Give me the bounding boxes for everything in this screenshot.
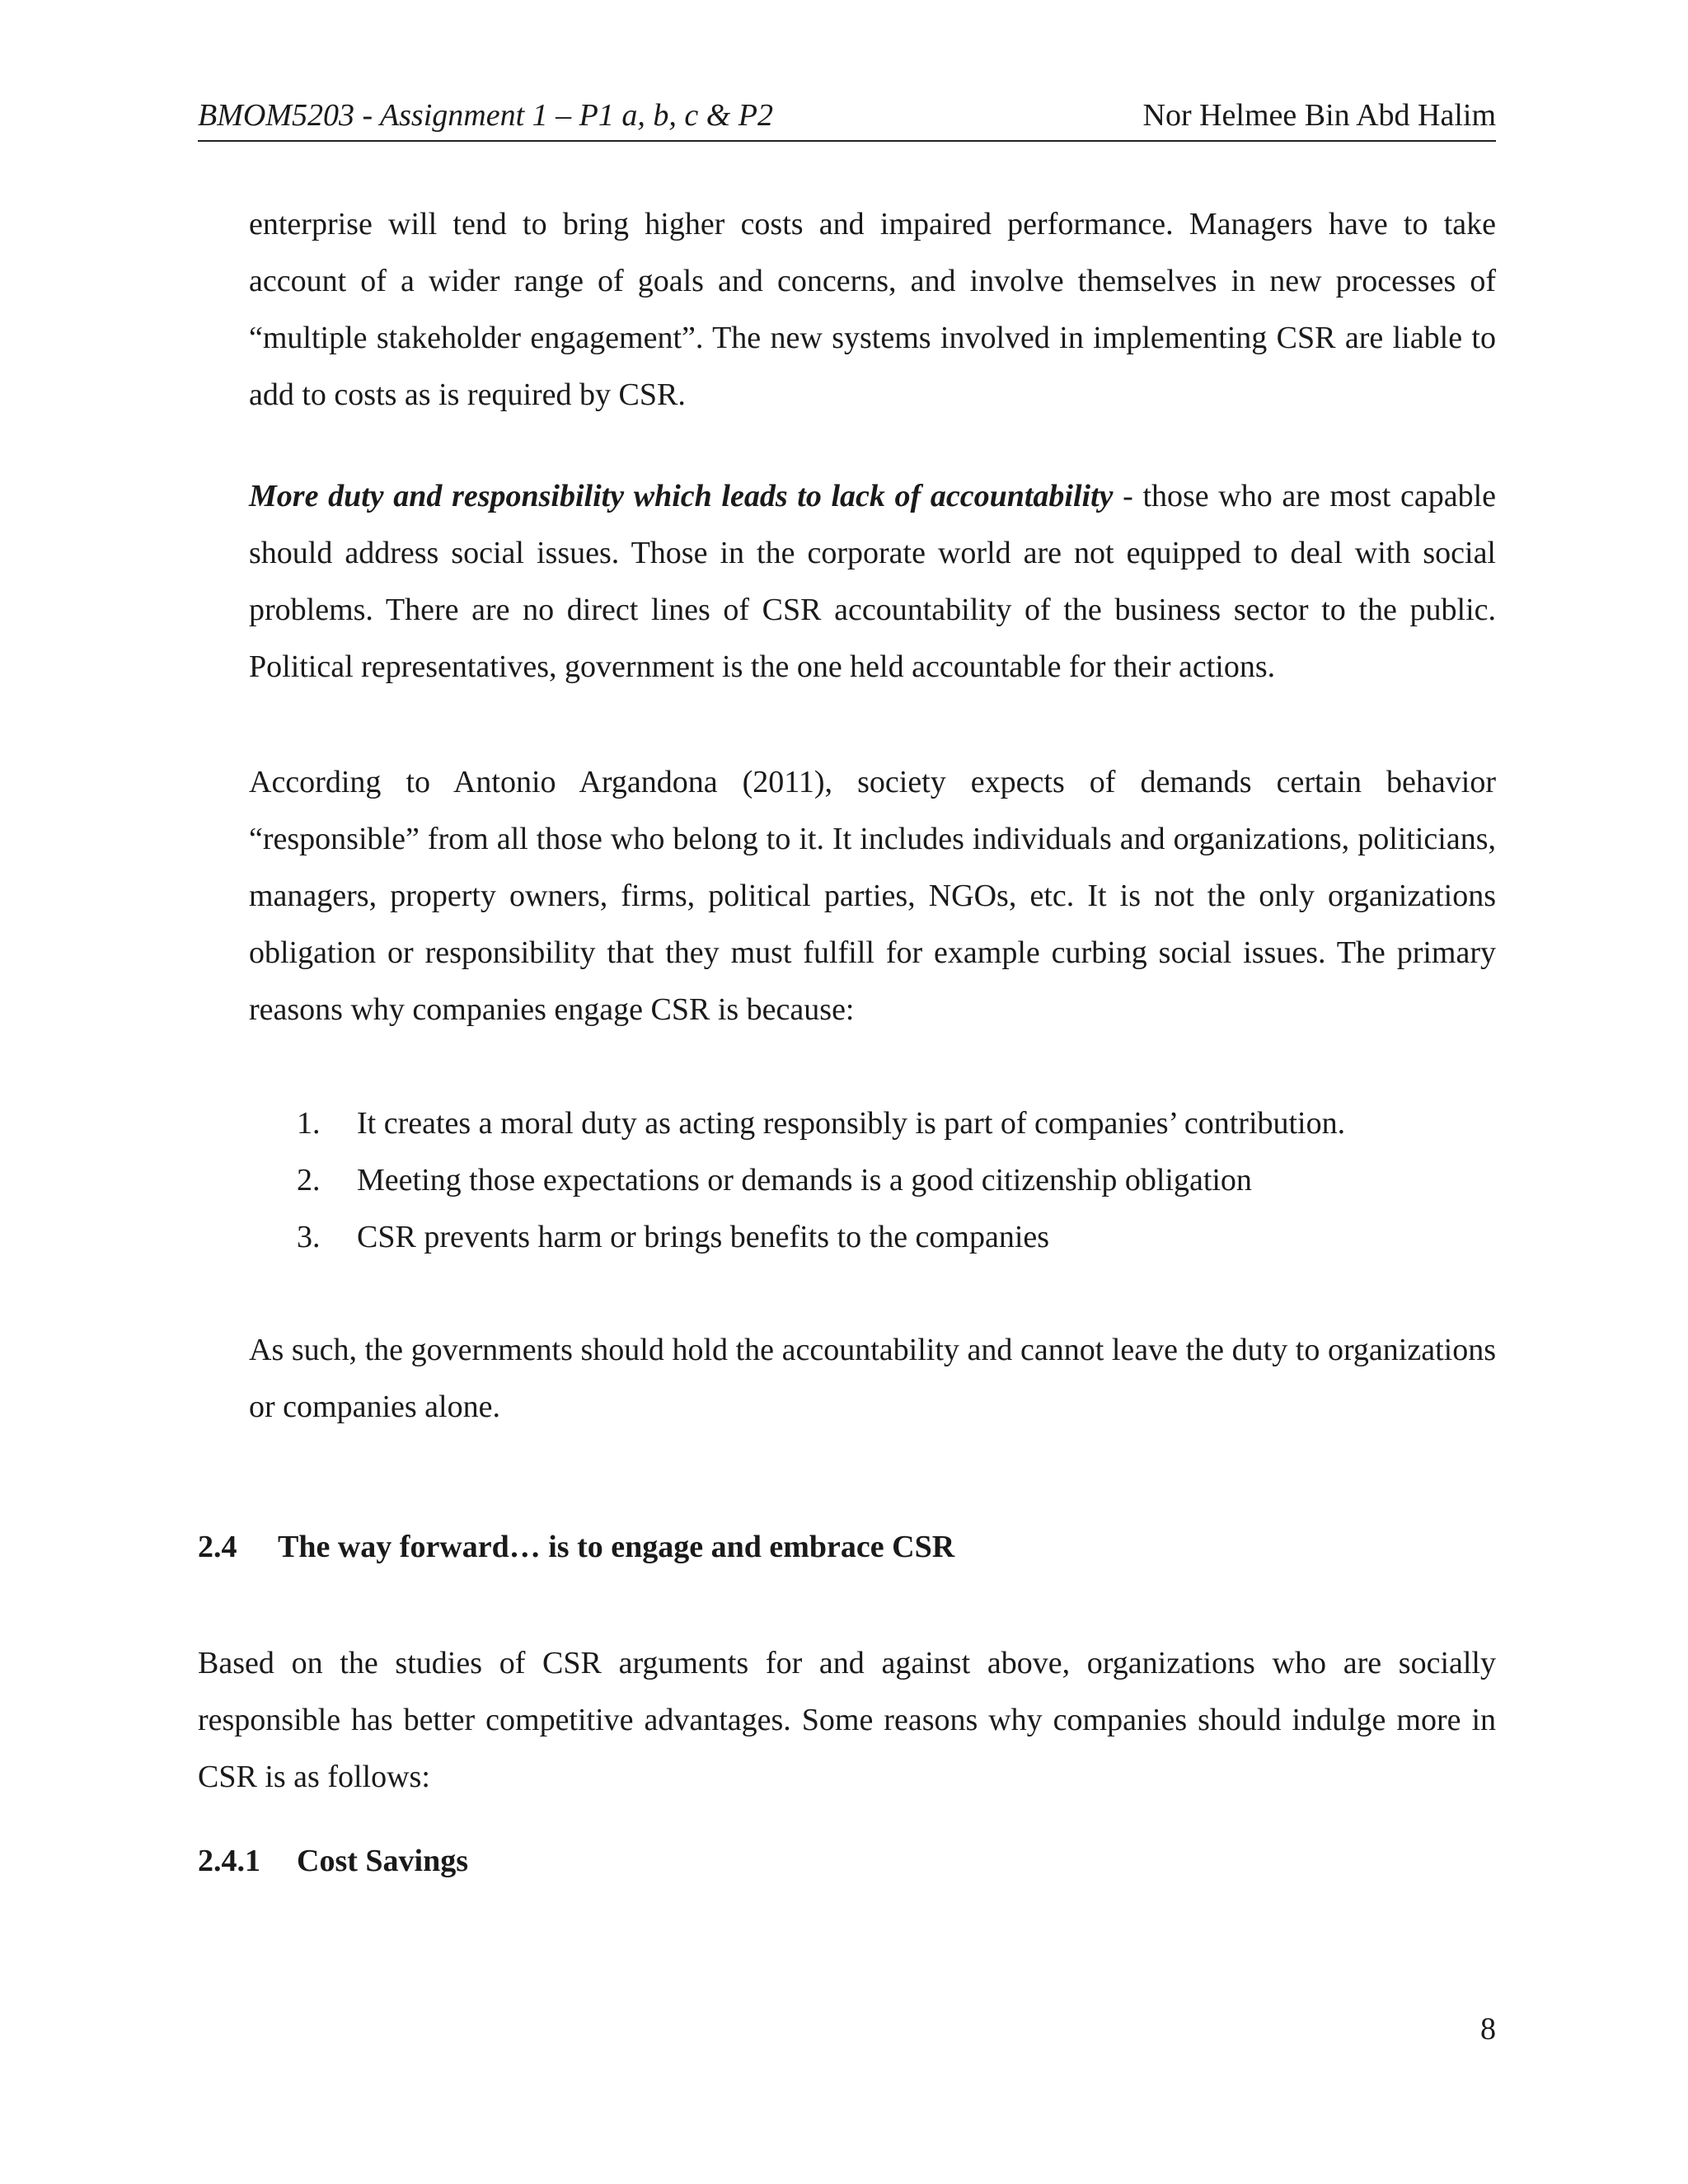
page-header bbox=[198, 97, 1496, 142]
paragraph-argandona-text: According to Antonio Argandona (2011), society expects of demands certain behavior “responsible” from all those who belong to it. It includes individuals and organizations, politicians, managers, property owners, firms, political parties, NGOs, etc. It is not the only organizations obligation or responsibility that they must fulfill for example curbing social issues. The primary reasons why companies engage CSR is because: bbox=[249, 765, 1496, 1027]
paragraph-accountability-lead: More duty and responsibility which leads to lack of accountability bbox=[249, 479, 1114, 513]
list-item-number: 1. bbox=[297, 1106, 321, 1141]
section-title: Cost Savings bbox=[297, 1844, 468, 1878]
paragraph-accountability bbox=[249, 468, 1496, 696]
list-item-text: CSR prevents harm or brings benefits to the companies bbox=[357, 1220, 1050, 1254]
section-heading-2-4-1 bbox=[198, 1843, 468, 1879]
paragraph-studies bbox=[198, 1635, 1496, 1806]
paragraph-accountability-body: - those who are most capable should address social issues. Those in the corporate world are not equipped to deal with social problems. There are no direct lines of CSR accountability of the business sector to the public. Political representatives, government is the one held accountable for their actions. bbox=[249, 479, 1496, 684]
list-item-number: 3. bbox=[297, 1220, 321, 1254]
page-number: 8 bbox=[1480, 2012, 1496, 2046]
paragraph-studies-text: Based on the studies of CSR arguments for and against above, organizations who are socially responsible has better competitive advantages. Some reasons why companies should indulge more in CSR is as follows: bbox=[198, 1646, 1496, 1794]
list-item-text: It creates a moral duty as acting responsibly is part of companies’ contribution. bbox=[357, 1106, 1346, 1141]
section-number: 2.4.1 bbox=[198, 1844, 260, 1878]
paragraph-costs bbox=[249, 196, 1496, 424]
paragraph-argandona bbox=[249, 754, 1496, 1038]
header-course-title: BMOM5203 - Assignment 1 – P1 a, b, c & P2 bbox=[198, 98, 773, 133]
header-author: Nor Helmee Bin Abd Halim bbox=[1142, 98, 1496, 133]
list-item bbox=[297, 1152, 1496, 1209]
section-number: 2.4 bbox=[198, 1530, 237, 1564]
list-item-text: Meeting those expectations or demands is a good citizenship obligation bbox=[357, 1163, 1252, 1197]
paragraph-accountability-text bbox=[249, 468, 1496, 696]
list-item bbox=[297, 1095, 1496, 1152]
paragraph-conclusion bbox=[249, 1322, 1496, 1436]
paragraph-costs-text: enterprise will tend to bring higher costs and impaired performance. Managers have to take account of a wider range of goals and concerns, and involve themselves in new processes of “multiple stakeholder engagement”. The new systems involved in implementing CSR are liable to add to costs as is required by CSR. bbox=[249, 207, 1496, 412]
section-title: The way forward… is to engage and embrace CSR bbox=[278, 1530, 955, 1564]
reasons-list bbox=[297, 1095, 1496, 1266]
paragraph-conclusion-text: As such, the governments should hold the accountability and cannot leave the duty to organizations or companies alone. bbox=[249, 1333, 1496, 1424]
section-heading-2-4 bbox=[198, 1529, 954, 1565]
list-item bbox=[297, 1209, 1496, 1266]
list-item-number: 2. bbox=[297, 1163, 321, 1197]
